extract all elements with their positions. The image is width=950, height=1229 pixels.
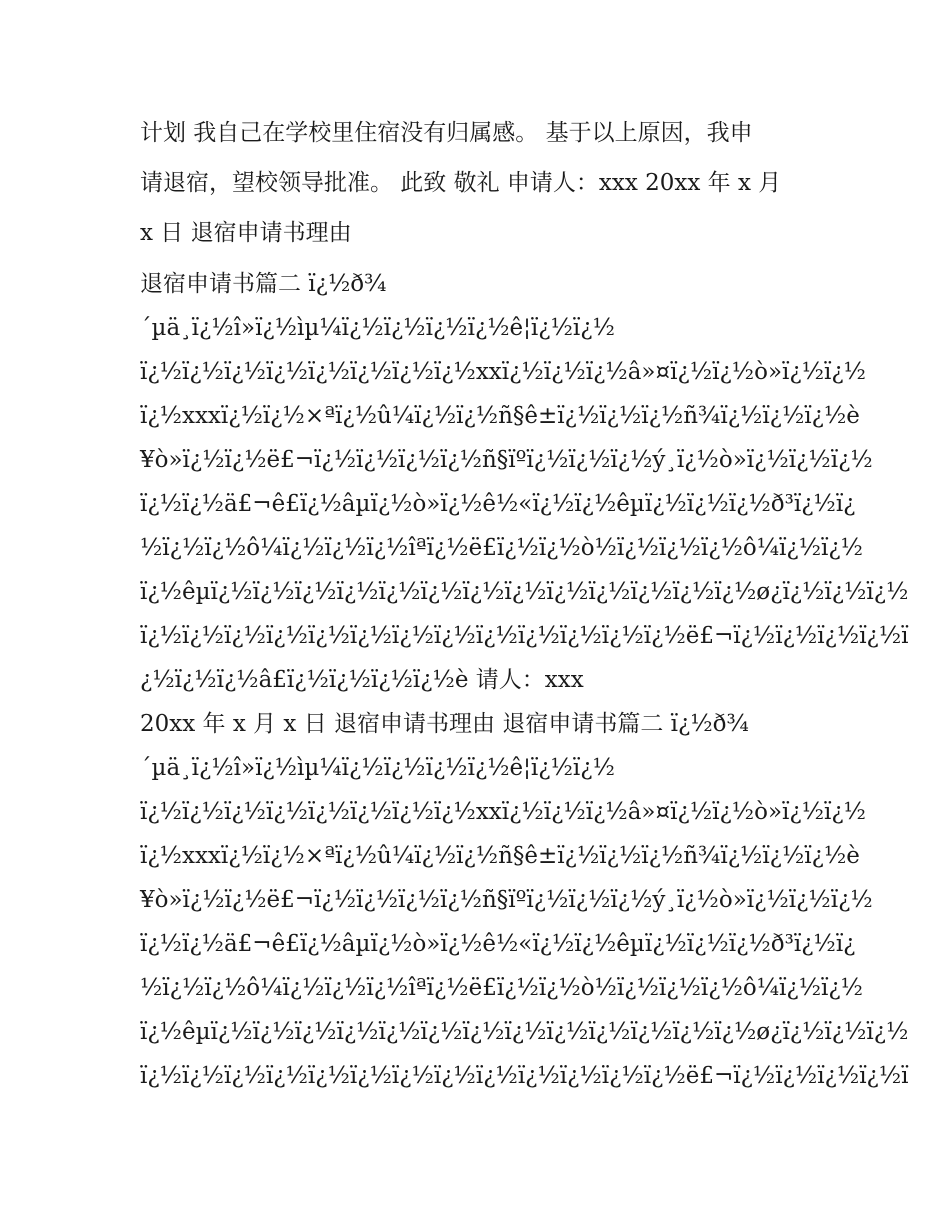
text-line: ½ï¿½ï¿½ô¼ï¿½ï¿½ï¿½îªï¿½ë£ï¿½ï¿½ò½ï¿½ï¿½ï¿½ô¼ï¿½ï¿½	[140, 535, 863, 561]
text-line: ¥ò»ï¿½ï¿½ë£¬ï¿½ï¿½ï¿½ï¿½ñ§ïºï¿½ï¿½ï¿½ý¸ï¿½ò»ï¿½ï¿½ï¿½	[140, 447, 873, 473]
text-line: 20xx 年 x 月 x 日 退宿申请书理由 退宿申请书篇二 ï¿½ð¾	[140, 711, 749, 737]
text-line: ¥ò»ï¿½ï¿½ë£¬ï¿½ï¿½ï¿½ï¿½ñ§ïºï¿½ï¿½ï¿½ý¸ï¿½ò»ï¿½ï¿½ï¿½	[140, 887, 873, 913]
text-line: ½ï¿½ï¿½ô¼ï¿½ï¿½ï¿½îªï¿½ë£ï¿½ï¿½ò½ï¿½ï¿½ï¿½ô¼ï¿½ï¿½	[140, 975, 863, 1001]
text-line: ï¿½xxxï¿½ï¿½×ªï¿½û¼ï¿½ï¿½ñ§ê±ï¿½ï¿½ï¿½ñ¾ï¿½ï¿½ï¿½è	[140, 843, 860, 869]
text-line: ´µä¸ï¿½î»ï¿½ìµ¼ï¿½ï¿½ï¿½ï¿½ê¦ï¿½ï¿½	[140, 755, 615, 781]
text-line: ´µä¸ï¿½î»ï¿½ìµ¼ï¿½ï¿½ï¿½ï¿½ê¦ï¿½ï¿½	[140, 315, 615, 341]
text-line: ï¿½ï¿½ä£¬ê£ï¿½âµï¿½ò»ï¿½ê½«ï¿½ï¿½êµï¿½ï¿½ï¿½ð³ï¿½ï¿	[140, 491, 856, 517]
text-line: ï¿½ï¿½ï¿½ï¿½ï¿½ï¿½ï¿½ï¿½ï¿½ï¿½ï¿½ï¿½ï¿½ë£¬ï¿½ï¿½ï¿½ï¿½ï	[140, 1063, 909, 1089]
text-line: ï¿½xxxï¿½ï¿½×ªï¿½û¼ï¿½ï¿½ñ§ê±ï¿½ï¿½ï¿½ñ¾ï¿½ï¿½ï¿½è	[140, 403, 860, 429]
text-line: ï¿½ï¿½ï¿½ï¿½ï¿½ï¿½ï¿½ï¿½xxï¿½ï¿½ï¿½â»¤ï¿½ï¿½ò»ï¿½ï¿½	[140, 359, 866, 385]
paragraph-intro	[140, 108, 820, 258]
text-line: ¿½ï¿½ï¿½â£ï¿½ï¿½ï¿½ï¿½è 请人：xxx	[140, 667, 584, 693]
text-line: 退宿申请书篇二 ï¿½ð¾	[140, 271, 387, 297]
text-line: 请退宿，望校领导批准。 此致 敬礼 申请人：xxx 20xx 年 x 月	[140, 170, 782, 196]
text-line: x 日 退宿申请书理由	[140, 220, 352, 246]
paragraph-garbled	[140, 262, 909, 1098]
text-line: ï¿½ï¿½ï¿½ï¿½ï¿½ï¿½ï¿½ï¿½xxï¿½ï¿½ï¿½â»¤ï¿½ï¿½ò»ï¿½ï¿½	[140, 799, 866, 825]
text-line: ï¿½ï¿½ä£¬ê£ï¿½âµï¿½ò»ï¿½ê½«ï¿½ï¿½êµï¿½ï¿½ï¿½ð³ï¿½ï¿	[140, 931, 856, 957]
text-line: ï¿½êµï¿½ï¿½ï¿½ï¿½ï¿½ï¿½ï¿½ï¿½ï¿½ï¿½ï¿½ï¿½ï¿½ø¿ï¿½ï¿½ï¿½	[140, 579, 909, 605]
text-line: ï¿½êµï¿½ï¿½ï¿½ï¿½ï¿½ï¿½ï¿½ï¿½ï¿½ï¿½ï¿½ï¿½ï¿½ø¿ï¿½ï¿½ï¿½	[140, 1019, 909, 1045]
text-line: ï¿½ï¿½ï¿½ï¿½ï¿½ï¿½ï¿½ï¿½ï¿½ï¿½ï¿½ï¿½ï¿½ë£¬ï¿½ï¿½ï¿½ï¿½ï	[140, 623, 909, 649]
text-line: 计划 我自己在学校里住宿没有归属感。 基于以上原因，我申	[140, 120, 753, 146]
